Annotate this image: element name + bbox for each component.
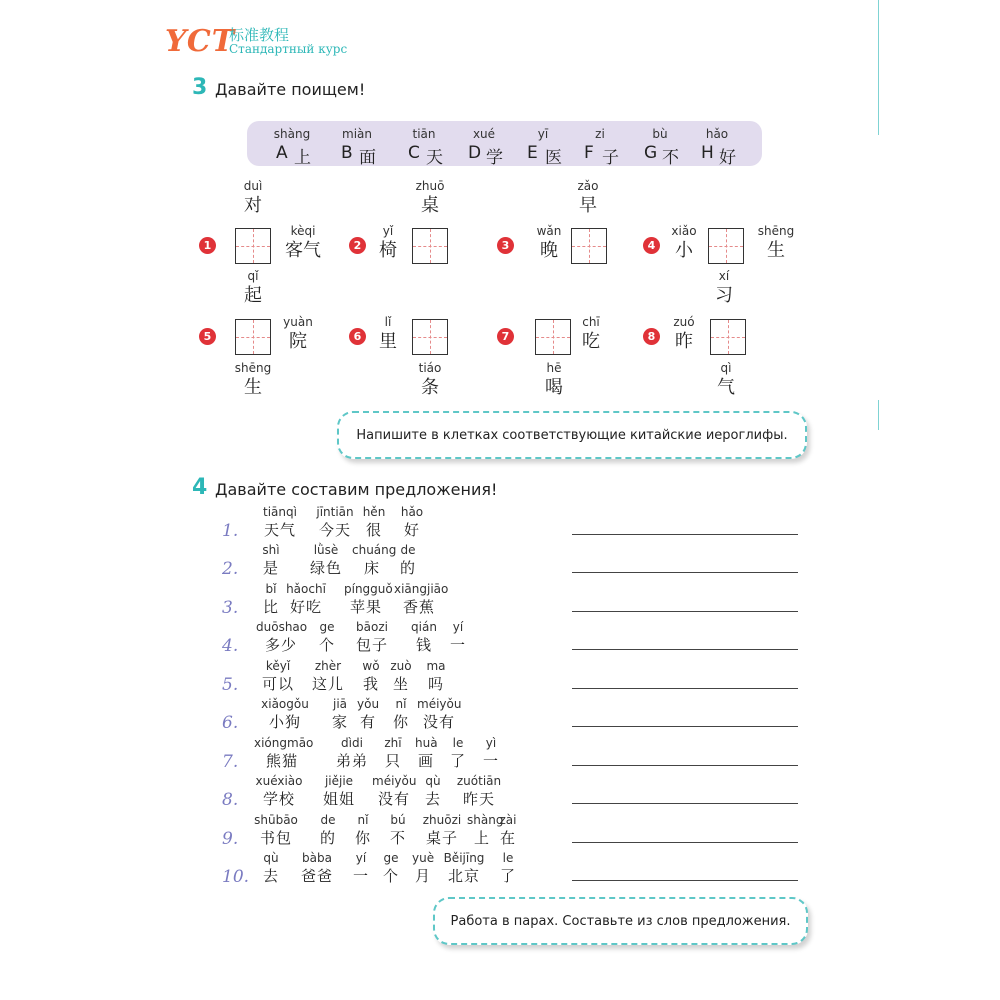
word-3-top: zǎo 早 (577, 179, 599, 216)
word-token[interactable] (412, 850, 434, 886)
instruction-bubble-4: Работа в парах. Составьте из слов предложения. (433, 897, 808, 945)
option-char: 上 (294, 148, 311, 168)
token-pinyin: yì (485, 736, 497, 750)
word-token[interactable] (382, 735, 404, 771)
token-chars: 学校 (262, 790, 295, 808)
word-token[interactable] (254, 812, 298, 848)
word-2-top: zhuō 桌 (415, 179, 445, 216)
token-pinyin: zhuōzi (422, 813, 462, 827)
token-chars: 这儿 (311, 675, 344, 693)
word-7-right: chī 吃 (582, 315, 600, 352)
token-pinyin: xiǎogǒu (261, 697, 309, 711)
option-pinyin: bù (652, 127, 668, 141)
section-4-number: 4 (192, 475, 208, 500)
answer-line[interactable] (572, 534, 798, 535)
answer-box-5[interactable] (235, 319, 271, 355)
sentence-number: 5. (222, 675, 239, 695)
word-1-top: duì 对 (243, 179, 263, 216)
word-token[interactable] (317, 773, 361, 809)
token-pinyin: zhī (384, 736, 402, 750)
sentence-number: 4. (222, 636, 239, 656)
word-token[interactable] (397, 542, 419, 578)
token-chars: 熊猫 (265, 752, 298, 770)
word-token[interactable] (256, 619, 306, 655)
option-pinyin: tiān (412, 127, 436, 141)
answer-box-4[interactable] (708, 228, 744, 264)
word-token[interactable] (260, 696, 310, 732)
word-6-bottom: tiáo 条 (418, 361, 442, 398)
word-4-left: xiǎo 小 (671, 224, 697, 261)
token-chars: 爸爸 (300, 867, 333, 885)
token-chars: 床 (363, 559, 380, 577)
token-chars: 今天 (318, 521, 351, 539)
sentence-number: 9. (222, 829, 239, 849)
sentence-number: 8. (222, 790, 239, 810)
word-2-left: yǐ 椅 (379, 224, 397, 261)
course-title-cn: 标准教程 (229, 26, 290, 44)
word-token[interactable] (297, 850, 337, 886)
word-token[interactable] (316, 619, 338, 655)
instruction-bubble-3: Напишите в клетках соответствующие китайские иероглифы. (337, 411, 807, 459)
sentence-row (222, 773, 802, 811)
section-4-title: Давайте составим предложения! (215, 480, 498, 499)
token-pinyin: bāozi (356, 620, 388, 634)
token-pinyin: Běijīng (443, 851, 485, 865)
token-pinyin: jiā (332, 697, 348, 711)
option-g (630, 121, 690, 166)
word-token[interactable] (397, 504, 427, 540)
word-token[interactable] (438, 850, 490, 886)
word-token[interactable] (260, 581, 282, 617)
token-chars: 的 (399, 559, 416, 577)
word-token[interactable] (415, 735, 437, 771)
word-6-left: lǐ 里 (379, 315, 397, 352)
sentence-number: 10. (222, 867, 250, 887)
token-chars: 天气 (263, 521, 296, 539)
token-pinyin: zài (499, 813, 517, 827)
token-pinyin: qián (411, 620, 437, 634)
token-pinyin: méiyǒu (417, 697, 462, 711)
word-token[interactable] (497, 812, 519, 848)
answer-box-1[interactable] (235, 228, 271, 264)
word-token[interactable] (360, 504, 388, 540)
token-pinyin: hǎochī (286, 582, 326, 596)
word-token[interactable] (344, 581, 393, 617)
token-chars: 上 (473, 829, 490, 847)
word-token[interactable] (410, 619, 438, 655)
token-chars: 香蕉 (402, 598, 435, 616)
word-token[interactable] (314, 504, 356, 540)
word-token[interactable] (352, 542, 397, 578)
token-chars: 吗 (427, 675, 444, 693)
word-token[interactable] (260, 850, 282, 886)
word-token[interactable] (387, 812, 409, 848)
word-8-left: zuó 昨 (673, 315, 695, 352)
course-title-ru: Стандартный курс (229, 42, 348, 56)
token-pinyin: bǐ (265, 582, 277, 596)
option-char: 不 (662, 148, 679, 168)
sentence-row (222, 658, 802, 696)
sentence-number: 2. (222, 559, 239, 579)
token-pinyin: bú (390, 813, 406, 827)
token-chars: 坐 (392, 675, 409, 693)
sentence-row (222, 542, 802, 580)
option-letter: D (468, 143, 482, 163)
token-pinyin: ge (319, 620, 335, 634)
option-b (327, 121, 387, 166)
word-7-bottom: hē 喝 (545, 361, 563, 398)
answer-box-6[interactable] (412, 319, 448, 355)
sentence-row (222, 619, 802, 657)
answer-line[interactable] (572, 803, 798, 804)
sentence-number: 6. (222, 713, 239, 733)
token-pinyin: píngguǒ (344, 582, 393, 596)
option-letter: G (644, 143, 658, 163)
word-token[interactable] (454, 773, 504, 809)
token-pinyin: le (452, 736, 464, 750)
token-pinyin: tiānqì (263, 505, 297, 519)
word-token[interactable] (420, 812, 464, 848)
word-4-right: shēng 生 (757, 224, 795, 261)
token-chars: 一 (449, 636, 466, 654)
word-token[interactable] (254, 773, 304, 809)
answer-line[interactable] (572, 726, 798, 727)
option-h (687, 121, 747, 166)
section-3-title: Давайте поищем! (215, 80, 366, 99)
option-char: 天 (426, 148, 443, 168)
token-chars: 去 (262, 867, 279, 885)
word-token[interactable] (447, 735, 469, 771)
option-d (454, 121, 514, 166)
page-edge-line (878, 0, 879, 135)
option-letter: A (276, 143, 288, 163)
option-pinyin: hǎo (705, 127, 729, 141)
token-pinyin: shūbāo (254, 813, 298, 827)
option-pinyin: shàng (273, 127, 311, 141)
option-letter: C (408, 143, 420, 163)
token-pinyin: dìdi (341, 736, 363, 750)
token-pinyin: yǒu (357, 697, 380, 711)
option-letter: H (701, 143, 714, 163)
answer-line[interactable] (572, 688, 798, 689)
token-pinyin: xióngmāo (254, 736, 314, 750)
word-token[interactable] (423, 658, 449, 694)
token-chars: 绿色 (309, 559, 342, 577)
token-pinyin: ma (426, 659, 446, 673)
word-token[interactable] (422, 773, 444, 809)
word-8-bottom: qì 气 (717, 361, 735, 398)
sentence-row (222, 850, 802, 888)
token-chars: 你 (354, 829, 371, 847)
token-chars: 家 (331, 713, 348, 731)
token-chars: 好吃 (289, 598, 322, 616)
option-e (513, 121, 573, 166)
token-chars: 桌子 (425, 829, 458, 847)
token-chars: 多少 (264, 636, 297, 654)
token-pinyin: yí (355, 851, 367, 865)
token-pinyin: kěyǐ (265, 659, 291, 673)
token-pinyin: zhèr (314, 659, 342, 673)
word-token[interactable] (284, 581, 328, 617)
word-token[interactable] (480, 735, 502, 771)
answer-box-7[interactable] (535, 319, 571, 355)
sentence-row (222, 581, 802, 619)
token-chars: 不 (389, 829, 406, 847)
token-chars: 的 (319, 829, 336, 847)
token-pinyin: xiāngjiāo (394, 582, 449, 596)
word-token[interactable] (317, 812, 339, 848)
sentence-number: 7. (222, 752, 239, 772)
token-chars: 弟弟 (335, 752, 368, 770)
word-token[interactable] (304, 542, 348, 578)
token-pinyin: zuótiān (456, 774, 502, 788)
answer-line[interactable] (572, 649, 798, 650)
option-pinyin: yī (537, 127, 549, 141)
token-chars: 可以 (261, 675, 294, 693)
token-chars: 包子 (355, 636, 388, 654)
token-chars: 了 (499, 867, 516, 885)
item-badge-8: 8 (643, 328, 660, 345)
option-char: 子 (602, 148, 619, 168)
answer-line[interactable] (572, 611, 798, 612)
token-chars: 只 (384, 752, 401, 770)
word-token[interactable] (360, 658, 382, 694)
token-pinyin: lǜsè (313, 543, 339, 557)
word-token[interactable] (254, 735, 314, 771)
option-pinyin: zi (595, 127, 605, 141)
token-pinyin: nǐ (395, 697, 407, 711)
word-token[interactable] (467, 812, 504, 848)
option-a (262, 121, 322, 166)
token-chars: 个 (318, 636, 335, 654)
item-badge-6: 6 (349, 328, 366, 345)
option-pinyin: xué (472, 127, 496, 141)
token-pinyin: méiyǒu (372, 774, 417, 788)
token-pinyin: ge (383, 851, 399, 865)
sentence-row (222, 812, 802, 850)
word-token[interactable] (350, 850, 372, 886)
answer-box-8[interactable] (710, 319, 746, 355)
option-letter: F (584, 143, 594, 163)
token-pinyin: de (320, 813, 336, 827)
sentence-number: 3. (222, 598, 239, 618)
token-chars: 在 (499, 829, 516, 847)
token-chars: 一 (352, 867, 369, 885)
token-chars: 钱 (415, 636, 432, 654)
item-badge-4: 4 (643, 237, 660, 254)
word-token[interactable] (497, 850, 519, 886)
sentence-row (222, 735, 802, 773)
token-chars: 是 (262, 559, 279, 577)
token-pinyin: yí (452, 620, 464, 634)
token-chars: 书包 (259, 829, 292, 847)
page-edge-line (878, 400, 879, 430)
token-chars: 没有 (377, 790, 410, 808)
token-chars: 一 (482, 752, 499, 770)
sentence-number: 1. (222, 521, 239, 541)
word-token[interactable] (417, 696, 461, 732)
token-pinyin: hěn (362, 505, 386, 519)
token-pinyin: yuè (412, 851, 435, 865)
token-pinyin: huà (415, 736, 438, 750)
option-char: 面 (359, 148, 376, 168)
item-badge-2: 2 (349, 237, 366, 254)
word-token[interactable] (394, 581, 449, 617)
token-chars: 月 (414, 867, 431, 885)
token-pinyin: hǎo (400, 505, 424, 519)
section-3-number: 3 (192, 75, 208, 100)
option-letter: E (527, 143, 538, 163)
token-chars: 苹果 (349, 598, 382, 616)
option-char: 医 (545, 148, 562, 168)
word-1-bottom: qǐ 起 (244, 269, 262, 306)
word-token[interactable] (447, 619, 469, 655)
token-pinyin: duōshao (256, 620, 308, 634)
word-token[interactable] (357, 696, 379, 732)
token-pinyin: wǒ (362, 659, 380, 673)
token-pinyin: nǐ (357, 813, 369, 827)
word-token[interactable] (260, 504, 300, 540)
token-pinyin: jīntiān (316, 505, 354, 519)
item-badge-5: 5 (199, 328, 216, 345)
token-chars: 昨天 (462, 790, 495, 808)
item-badge-1: 1 (199, 237, 216, 254)
word-token[interactable] (390, 696, 412, 732)
token-chars: 画 (417, 752, 434, 770)
token-chars: 小狗 (268, 713, 301, 731)
word-token[interactable] (352, 812, 374, 848)
token-pinyin: shì (262, 543, 280, 557)
token-pinyin: xuéxiào (255, 774, 303, 788)
token-chars: 去 (424, 790, 441, 808)
token-chars: 姐姐 (322, 790, 355, 808)
option-letter: B (341, 143, 353, 163)
answer-line[interactable] (572, 572, 798, 573)
token-pinyin: chuáng (352, 543, 397, 557)
answer-box-3[interactable] (571, 228, 607, 264)
word-token[interactable] (332, 735, 372, 771)
token-pinyin: shàng (467, 813, 504, 827)
token-pinyin: qù (425, 774, 441, 788)
word-token[interactable] (260, 658, 296, 694)
word-5-bottom: shēng 生 (234, 361, 272, 398)
token-pinyin: le (502, 851, 514, 865)
word-token[interactable] (352, 619, 392, 655)
token-chars: 我 (362, 675, 379, 693)
option-char: 好 (719, 148, 736, 168)
token-chars: 了 (449, 752, 466, 770)
word-4-bottom: xí 习 (715, 269, 733, 306)
token-chars: 北京 (447, 867, 480, 885)
token-chars: 你 (392, 713, 409, 731)
word-1-right: kèqi 客气 (285, 224, 321, 261)
option-pinyin: miàn (342, 127, 372, 141)
sentence-row (222, 696, 802, 734)
option-char: 学 (486, 148, 503, 168)
word-3-left: wǎn 晚 (536, 224, 562, 261)
token-pinyin: bàba (302, 851, 332, 865)
item-badge-7: 7 (497, 328, 514, 345)
token-pinyin: zuò (390, 659, 412, 673)
word-token[interactable] (308, 658, 348, 694)
word-token[interactable] (260, 542, 282, 578)
token-chars: 很 (365, 521, 382, 539)
answer-line[interactable] (572, 765, 798, 766)
answer-line[interactable] (572, 842, 798, 843)
answer-line[interactable] (572, 880, 798, 881)
word-token[interactable] (390, 658, 412, 694)
token-chars: 有 (359, 713, 376, 731)
option-f (570, 121, 630, 166)
item-badge-3: 3 (497, 237, 514, 254)
token-chars: 好 (403, 521, 420, 539)
word-token[interactable] (380, 850, 402, 886)
options-bar (247, 121, 762, 166)
token-chars: 个 (382, 867, 399, 885)
token-pinyin: jiějie (324, 774, 354, 788)
token-chars: 比 (262, 598, 279, 616)
word-token[interactable] (372, 773, 416, 809)
token-pinyin: de (400, 543, 416, 557)
token-pinyin: qù (263, 851, 279, 865)
sentence-row (222, 504, 802, 542)
answer-box-2[interactable] (412, 228, 448, 264)
yct-logo: YCT (165, 24, 236, 59)
option-c (394, 121, 454, 166)
token-chars: 没有 (422, 713, 455, 731)
word-5-right: yuàn 院 (283, 315, 313, 352)
word-token[interactable] (329, 696, 351, 732)
